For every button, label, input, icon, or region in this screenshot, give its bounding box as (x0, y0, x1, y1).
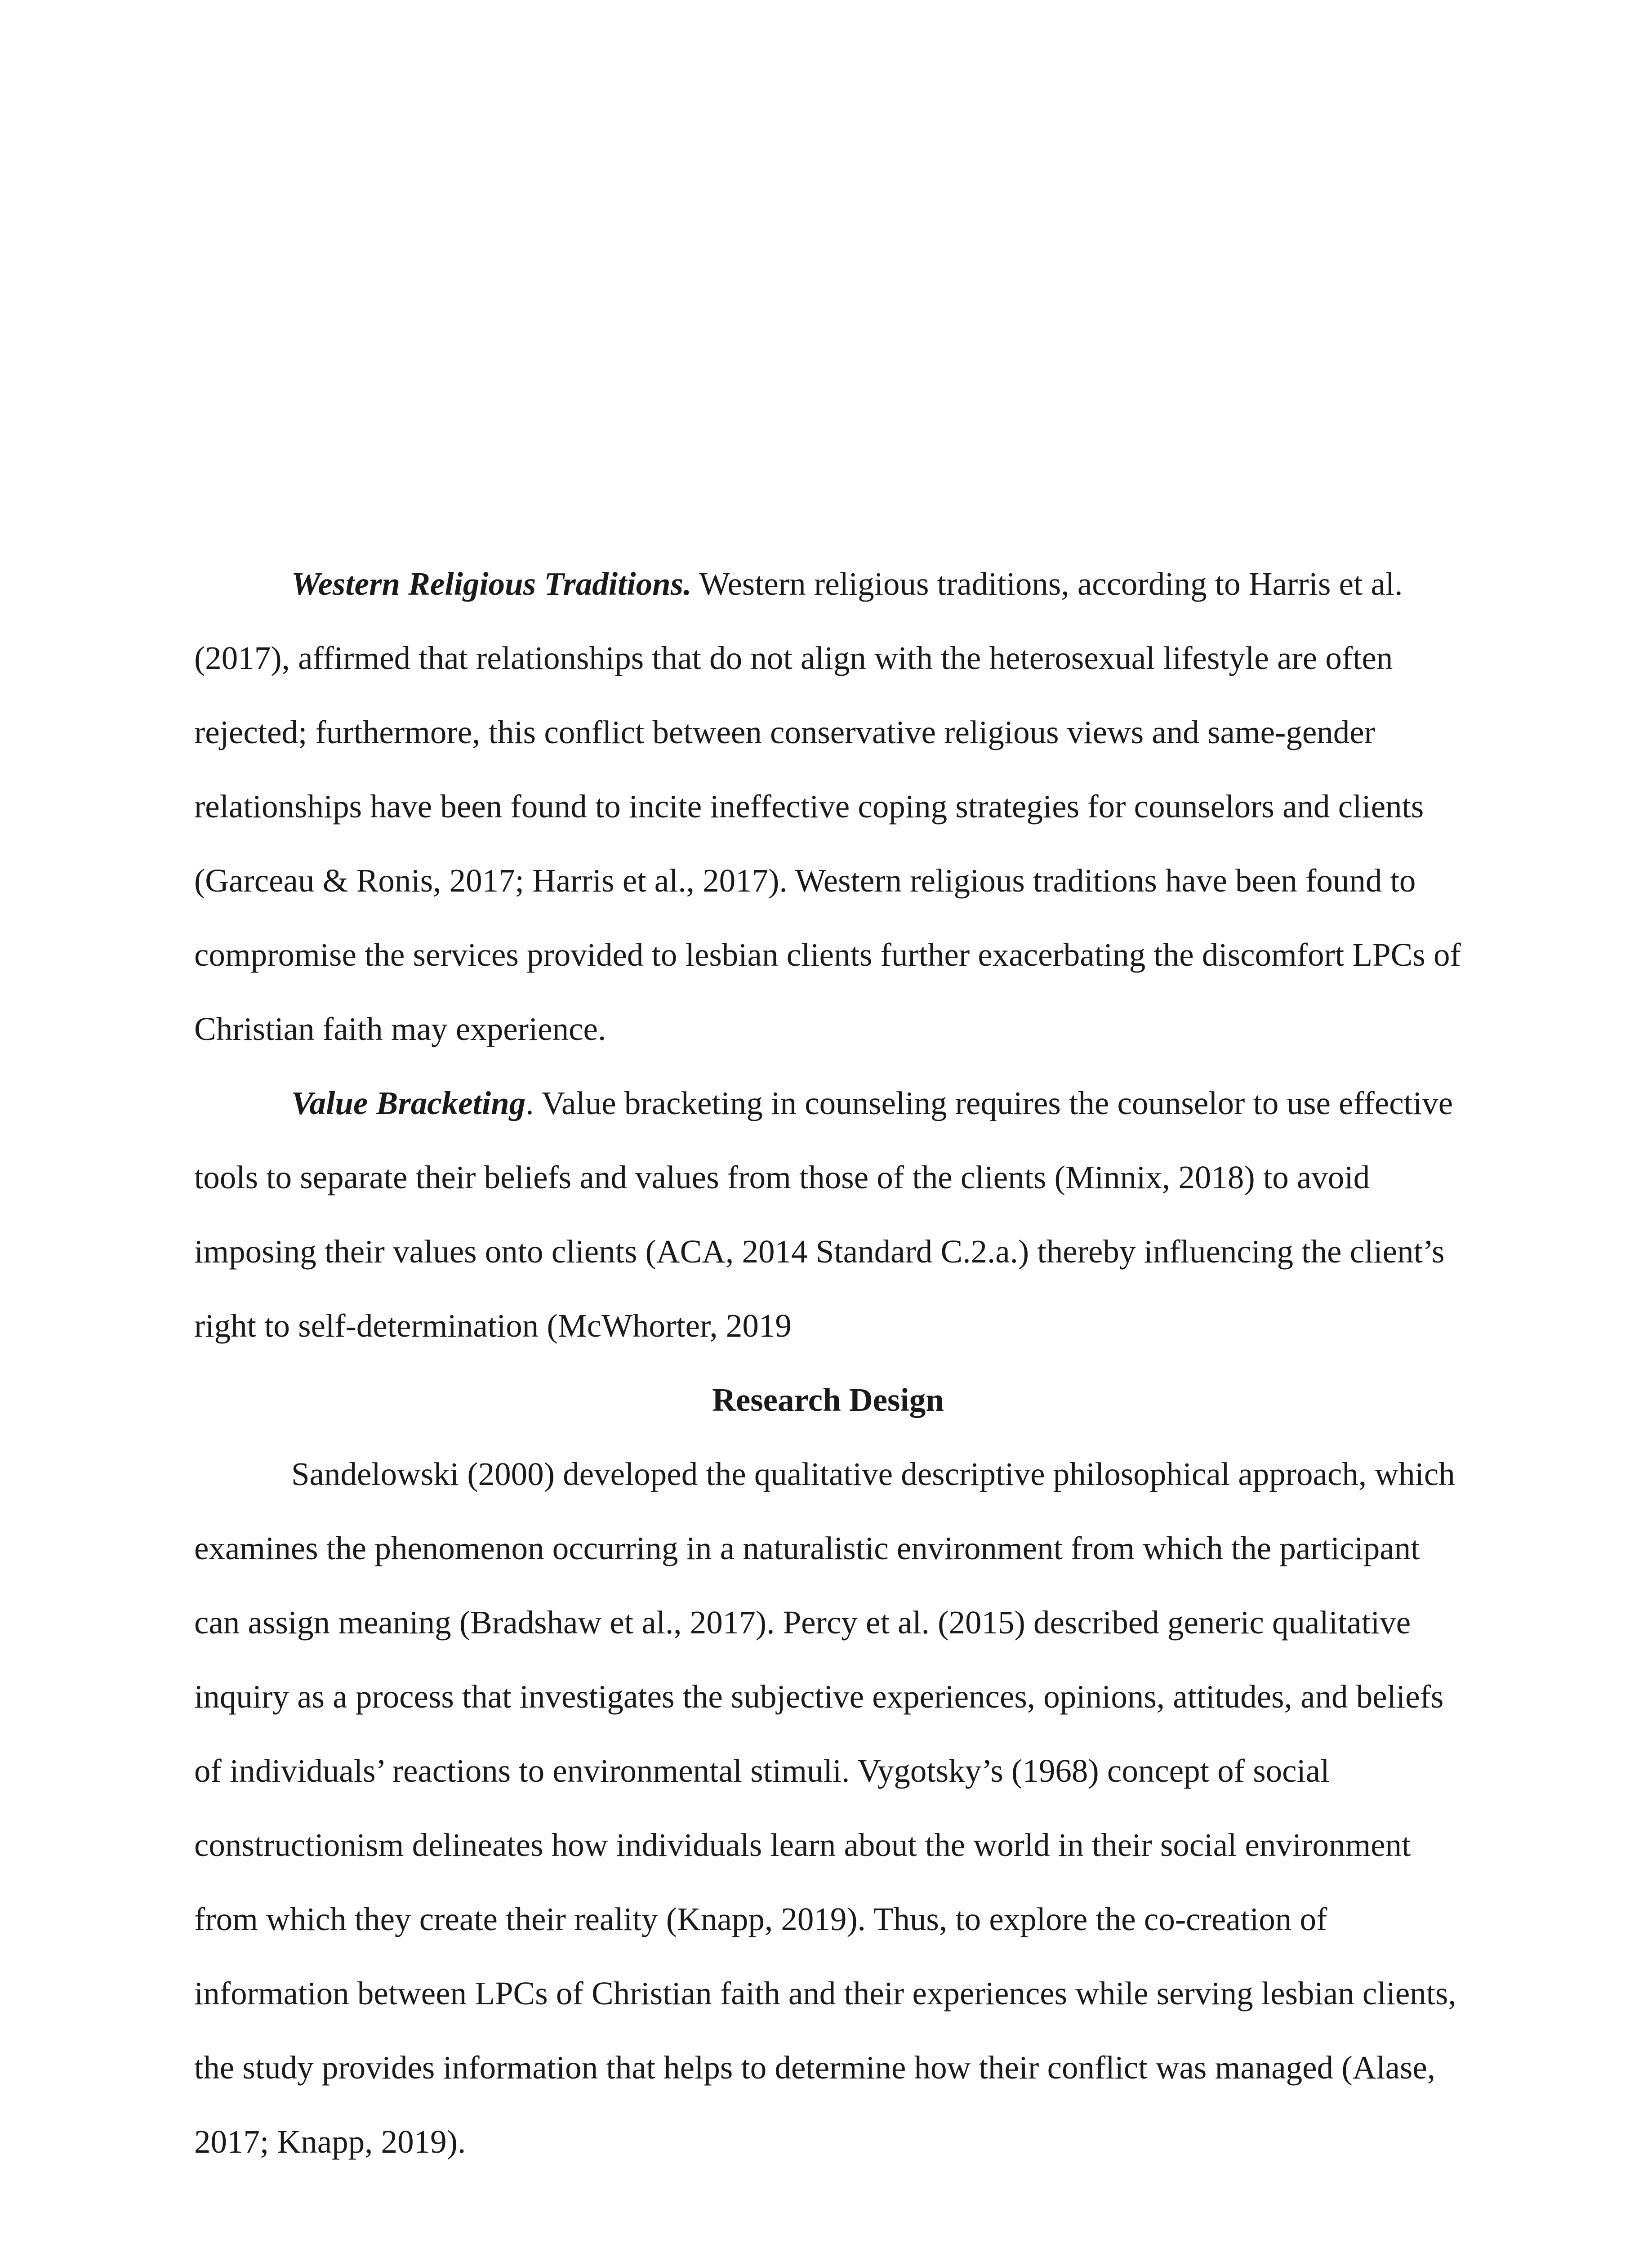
run-in-heading-value-bracketing: Value Bracketing (291, 1085, 526, 1121)
document-body (194, 547, 1462, 2179)
section-heading-research-design: Research Design (712, 1382, 944, 1418)
run-in-heading-western-religious-traditions: Western Religious Traditions. (291, 566, 692, 602)
paragraph-text-value-bracketing: . Value bracketing in counseling requires the counselor to use effective tools to separate their beliefs and values from those of the clients (Minnix, 2018) to avoid imposing their values onto clients (ACA, 2014 Standard C.2.a.) thereby influencing the client’s right to self-determination (McWhorter, 2019 (194, 1085, 1453, 1344)
paragraph-western-religious-traditions (194, 547, 1462, 1066)
paragraph-research-design: Sandelowski (2000) developed the qualitative descriptive philosophical approach, which examines the phenomenon occurring in a naturalistic environment from which the participant can assign meaning (Bradshaw et al., 2017). Percy et al. (2015) described generic qualitative inquiry as a process that investigates the subjective experiences, opinions, attitudes, and beliefs of individuals’ reactions to environmental stimuli. Vygotsky’s (1968) concept of social constructionism delineates how individuals learn about the world in their social environment from which they create their reality (Knapp, 2019). Thus, to explore the co-creation of information between LPCs of Christian faith and their experiences while serving lesbian clients, the study provides information that helps to determine how their conflict was managed (Alase, 2017; Knapp, 2019). (194, 1456, 1456, 2160)
paragraph-value-bracketing (194, 1066, 1462, 1363)
paragraph-text-western-religious-traditions: Western religious traditions, according to Harris et al. (2017), affirmed that relationships that do not align with the heterosexual lifestyle are often rejected; furthermore, this conflict between conservative religious views and same-gender relationships have been found to incite ineffective coping strategies for counselors and clients (Garceau & Ronis, 2017; Harris et al., 2017). Western religious traditions have been found to compromise the services provided to lesbian clients further exacerbating the discomfort LPCs of Christian faith may experience. (194, 566, 1461, 1047)
